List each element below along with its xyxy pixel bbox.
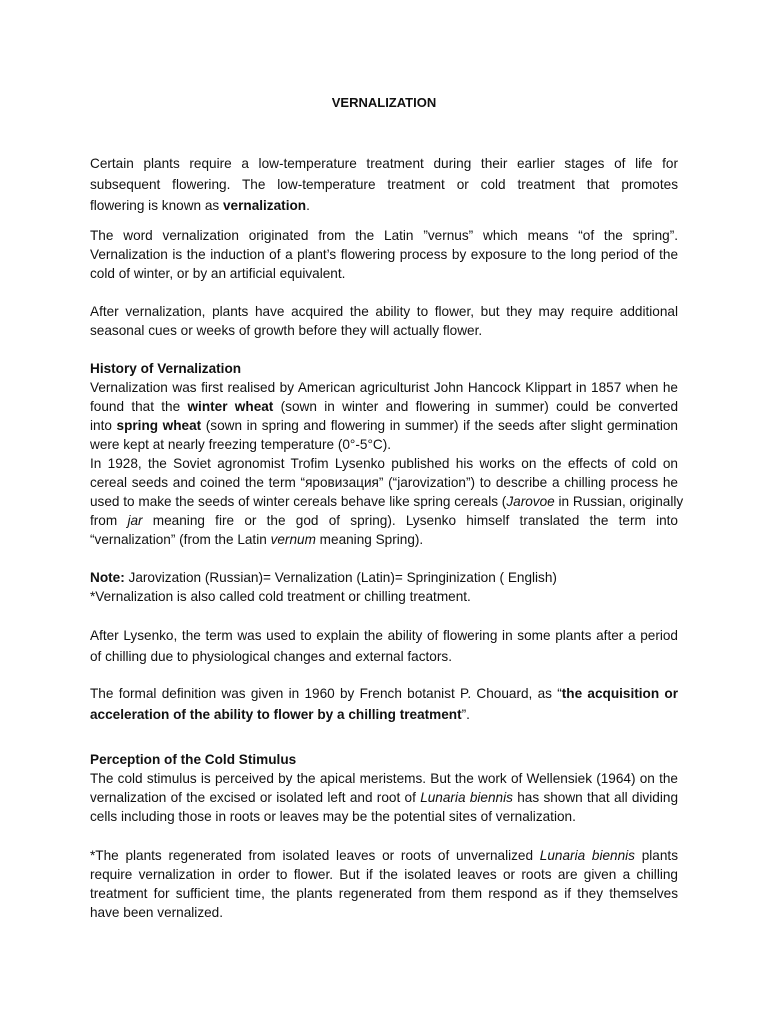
text-line: [90, 788, 678, 807]
page-title: VERNALIZATION: [331, 95, 437, 110]
text-line: [90, 416, 678, 435]
text-run: meaning fire or the god of spring). Lysenko himself translated the term into: [142, 513, 678, 528]
text-line: cold of winter, or by an artificial equivalent.: [90, 266, 346, 281]
text-line: seasonal cues or weeks of growth before they will actually flower.: [90, 323, 483, 338]
text-line: [90, 492, 684, 511]
text-line: The cold stimulus is perceived by the apical meristems. But the work of Wellensiek (1964) on the: [90, 771, 678, 786]
text-line: Vernalization was first realised by American agriculturist John Hancock Klippart in 1857 when he: [90, 380, 678, 395]
text-run: vernalization of the excised or isolated left and root of: [90, 790, 421, 805]
regeneration-paragraph: [90, 846, 678, 922]
term-jar: jar: [127, 513, 143, 528]
history-section: [90, 359, 684, 549]
text-run: used to make the seeds of winter cereals behave like spring cereals (: [90, 494, 507, 509]
definition-bold: the acquisition or: [561, 686, 679, 701]
term-lunaria-biennis: Lunaria biennis: [420, 790, 513, 805]
after-vernalization-paragraph: [90, 302, 678, 340]
term-spring-wheat: spring wheat: [116, 418, 202, 433]
text-run: from: [90, 513, 128, 528]
text-run: ”.: [461, 707, 470, 722]
text-run: .: [306, 198, 310, 213]
text-line: [90, 397, 678, 416]
text-line: have been vernalized.: [90, 905, 224, 920]
text-line: were kept at nearly freezing temperature (0°-5°C).: [90, 437, 392, 452]
perception-section: [90, 750, 678, 826]
text-run: into: [90, 418, 117, 433]
text-run: (sown in winter and flowering in summer) could be converted: [273, 399, 679, 414]
etymology-paragraph: [90, 226, 678, 283]
text-run: Jarovization (Russian)= Vernalization (Latin)= Springinization ( English): [124, 570, 557, 585]
text-line: cereal seeds and coined the term “яровизация” (“jarovization”) to describe a chilling process he: [90, 475, 678, 490]
text-line: [90, 568, 678, 587]
note-label: Note:: [90, 570, 125, 585]
text-line: In 1928, the Soviet agronomist Trofim Lysenko published his works on the effects of cold on: [90, 456, 678, 471]
history-heading: History of Vernalization: [90, 361, 242, 376]
text-line: The word vernalization originated from the Latin ”vernus” which means “of the spring”.: [90, 228, 678, 243]
text-run: has shown that all dividing: [512, 790, 679, 805]
text-line: [90, 683, 678, 704]
term-winter-wheat: winter wheat: [187, 399, 274, 414]
term-jarovoe: Jarovoe: [506, 494, 555, 509]
text-line: [90, 511, 678, 530]
text-line: Vernalization is the induction of a plant’s flowering process by exposure to the long period of the: [90, 247, 678, 262]
text-run: (sown in spring and flowering in summer) if the seeds after slight germination: [201, 418, 678, 433]
intro-paragraph: [90, 153, 678, 216]
lysenko-paragraph: [90, 625, 678, 667]
text-run: “vernalization” (from the Latin: [90, 532, 271, 547]
text-line: cells including those in roots or leaves may be the potential sites of vernalization.: [90, 809, 576, 824]
definition-bold: acceleration of the ability to flower by a chilling treatment: [90, 707, 462, 722]
term-vernalization: vernalization: [222, 198, 307, 213]
text-run: plants: [634, 848, 678, 863]
text-line: require vernalization in order to flower. But if the isolated leaves or roots are given a chilling: [90, 867, 678, 882]
text-line: of chilling due to physiological changes and external factors.: [90, 649, 452, 664]
text-line: After Lysenko, the term was used to explain the ability of flowering in some plants after a period: [90, 628, 678, 643]
term-lunaria-biennis: Lunaria biennis: [539, 848, 635, 863]
note-block: [90, 568, 678, 606]
text-run: The formal definition was given in 1960 by French botanist P. Chouard, as “: [90, 686, 562, 701]
text-line: subsequent flowering. The low-temperature treatment or cold treatment that promotes: [90, 177, 678, 192]
perception-heading: Perception of the Cold Stimulus: [90, 752, 297, 767]
definition-paragraph: [90, 683, 678, 725]
text-line: treatment for sufficient time, the plants regenerated from them respond as if they themselves: [90, 886, 678, 901]
term-vernum: vernum: [270, 532, 316, 547]
text-line: Certain plants require a low-temperature treatment during their earlier stages of life for: [90, 156, 678, 171]
text-line: After vernalization, plants have acquired the ability to flower, but they may require additional: [90, 304, 678, 319]
text-run: in Russian, originally: [554, 494, 684, 509]
text-line: [90, 846, 678, 865]
text-run: flowering is known as: [90, 198, 223, 213]
text-line: [90, 530, 678, 549]
text-line: *Vernalization is also called cold treatment or chilling treatment.: [90, 589, 471, 604]
text-run: meaning Spring).: [315, 532, 424, 547]
text-run: *The plants regenerated from isolated leaves or roots of unvernalized: [90, 848, 540, 863]
text-line: [90, 704, 678, 725]
text-line: [90, 195, 678, 216]
text-run: found that the: [90, 399, 188, 414]
